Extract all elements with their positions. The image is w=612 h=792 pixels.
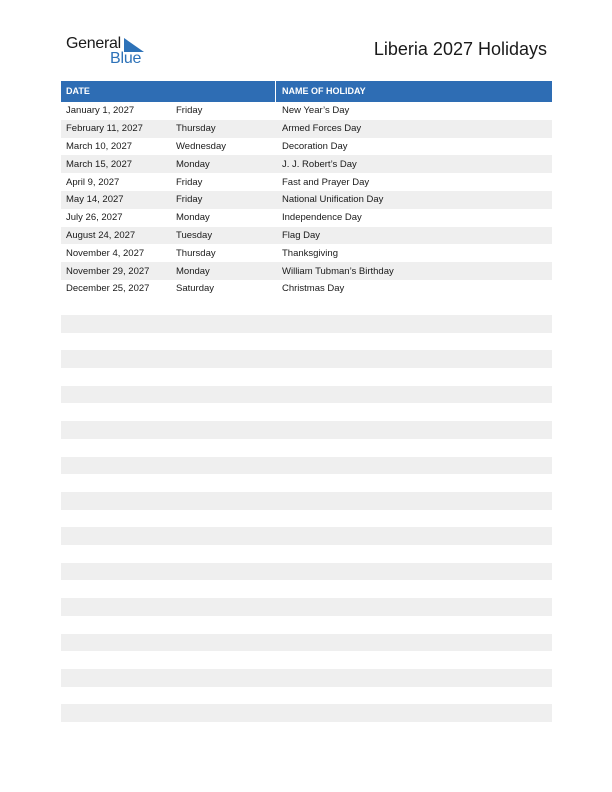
- header-holiday-name: NAME OF HOLIDAY: [282, 86, 366, 96]
- cell-holiday-name: J. J. Robert’s Day: [282, 158, 357, 170]
- table-header: [61, 81, 552, 102]
- cell-weekday: Friday: [176, 105, 203, 117]
- table-row: [61, 209, 552, 227]
- cell-holiday-name: Flag Day: [282, 229, 321, 241]
- cell-weekday: Thursday: [176, 247, 216, 259]
- table-row: [61, 173, 552, 191]
- cell-holiday-name: New Year’s Day: [282, 105, 350, 117]
- table-row: [61, 262, 552, 280]
- blank-row: [61, 492, 552, 510]
- cell-holiday-name: Christmas Day: [282, 283, 345, 295]
- blank-row: [61, 598, 552, 616]
- cell-date: December 25, 2027: [66, 283, 150, 295]
- cell-date: February 11, 2027: [66, 123, 143, 135]
- cell-holiday-name: William Tubman’s Birthday: [282, 265, 394, 277]
- table-row: [61, 102, 552, 120]
- table-row: [61, 138, 552, 156]
- blank-row: [61, 634, 552, 652]
- cell-weekday: Friday: [176, 194, 203, 206]
- table-body: [61, 102, 552, 298]
- cell-date: November 29, 2027: [66, 265, 150, 277]
- blank-row: [61, 704, 552, 722]
- table-row: [61, 244, 552, 262]
- blank-row: [61, 315, 552, 333]
- blank-row: [61, 563, 552, 581]
- header-date: DATE: [61, 81, 276, 102]
- cell-weekday: Monday: [176, 158, 210, 170]
- blank-row: [61, 421, 552, 439]
- cell-date: January 1, 2027: [66, 105, 135, 117]
- cell-weekday: Monday: [176, 212, 210, 224]
- cell-holiday-name: Fast and Prayer Day: [282, 176, 370, 188]
- cell-weekday: Wednesday: [176, 140, 226, 152]
- cell-date: March 10, 2027: [66, 140, 133, 152]
- blank-row: [61, 527, 552, 545]
- cell-weekday: Monday: [176, 265, 210, 277]
- table-row: [61, 191, 552, 209]
- table-row: [61, 227, 552, 245]
- cell-weekday: Thursday: [176, 123, 216, 135]
- logo-word-general: General: [66, 35, 121, 52]
- cell-holiday-name: Decoration Day: [282, 140, 348, 152]
- table-row: [61, 120, 552, 138]
- cell-holiday-name: National Unification Day: [282, 194, 384, 206]
- blank-row: [61, 386, 552, 404]
- cell-date: March 15, 2027: [66, 158, 133, 170]
- cell-weekday: Friday: [176, 176, 203, 188]
- holiday-table: [61, 81, 552, 298]
- blank-row: [61, 350, 552, 368]
- cell-date: July 26, 2027: [66, 212, 123, 224]
- cell-holiday-name: Thanksgiving: [282, 247, 338, 259]
- cell-holiday-name: Independence Day: [282, 212, 362, 224]
- logo-word-blue: Blue: [110, 50, 142, 67]
- cell-weekday: Tuesday: [176, 229, 213, 241]
- table-row: [61, 155, 552, 173]
- page-title: Liberia 2027 Holidays: [373, 39, 547, 59]
- cell-date: November 4, 2027: [66, 247, 145, 259]
- blank-row: [61, 669, 552, 687]
- cell-holiday-name: Armed Forces Day: [282, 123, 362, 135]
- cell-date: April 9, 2027: [66, 176, 120, 188]
- table-row: [61, 280, 552, 298]
- cell-date: August 24, 2027: [66, 229, 136, 241]
- cell-date: May 14, 2027: [66, 194, 124, 206]
- generalblue-logo: [66, 35, 156, 69]
- blank-row: [61, 457, 552, 475]
- cell-weekday: Saturday: [176, 283, 215, 295]
